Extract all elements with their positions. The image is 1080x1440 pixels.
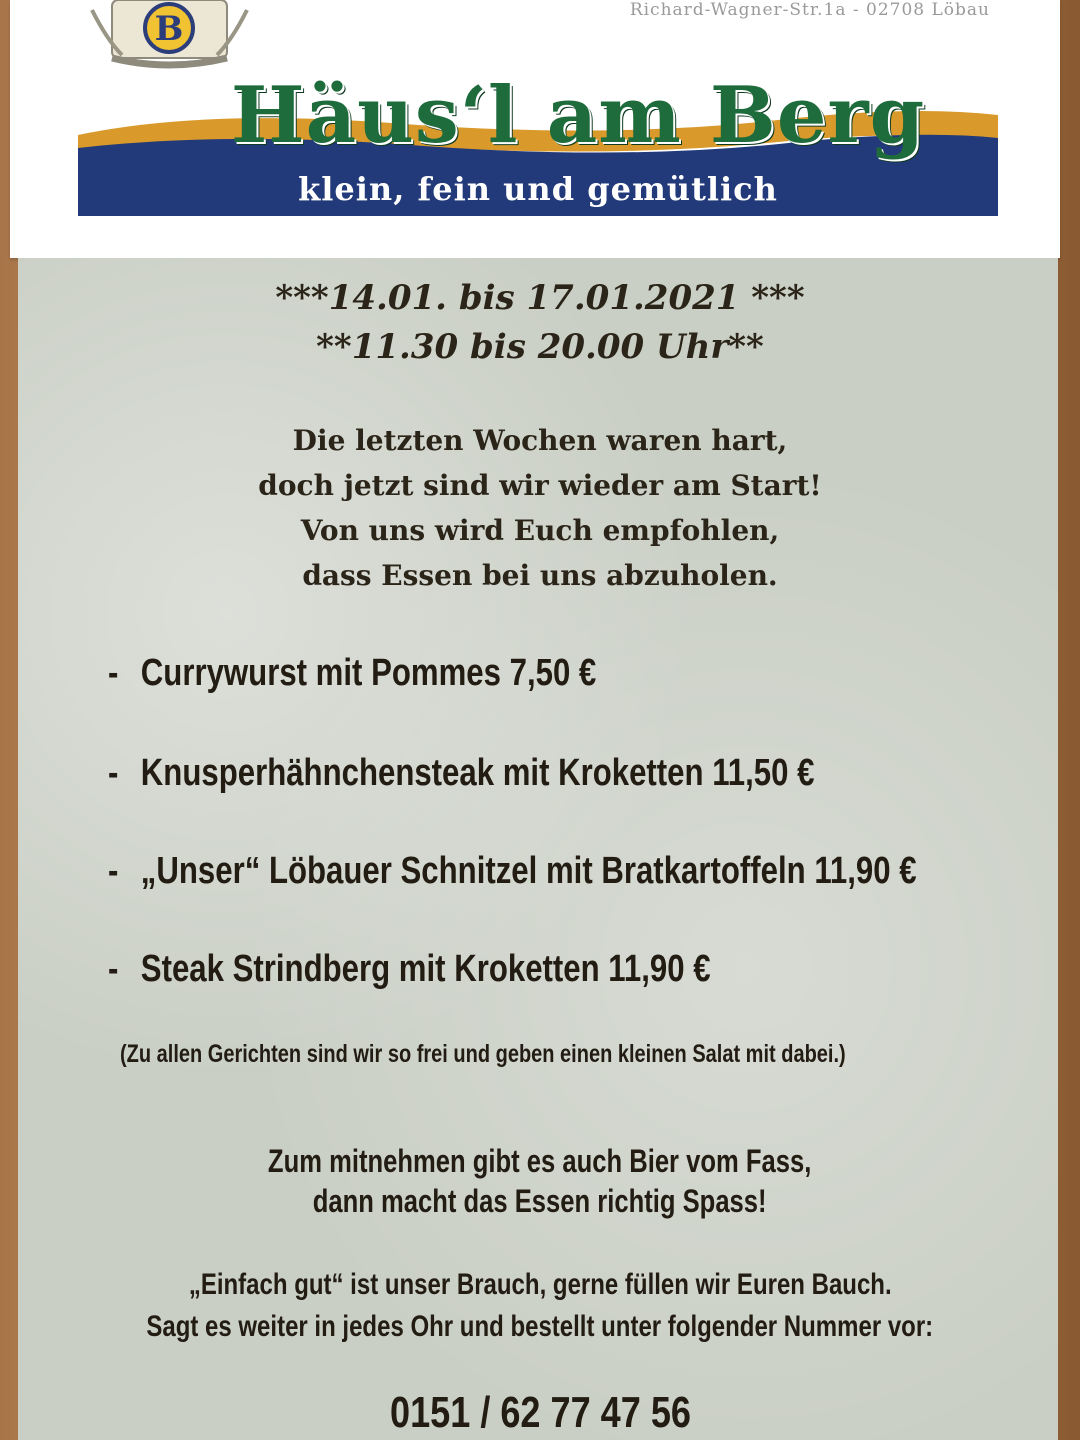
restaurant-name: Häus‘l am Berg [230,70,926,161]
poem-line: dass Essen bei uns abzuholen. [302,559,778,592]
menu-item [108,948,711,991]
closing-line: „Einfach gut“ ist unser Brauch, gerne füllen wir Euren Bauch. [188,1268,892,1301]
list-dash: - [108,652,119,694]
date-range: ***14.01. bis 17.01.2021 *** [275,278,805,318]
menu-item [108,752,814,795]
menu-item [108,850,917,893]
svg-text:B: B [154,9,184,49]
phone-number: 0151 / 62 77 47 56 [389,1388,691,1437]
tagline: klein, fein und gemütlich [298,170,778,208]
poem-line: Von uns wird Euch empfohlen, [300,514,780,547]
list-dash: - [108,752,119,794]
salad-note: (Zu allen Gerichten sind wir so frei und geben einen kleinen Salat mit dabei.) [120,1040,846,1068]
poem-line: doch jetzt sind wir wieder am Start! [258,469,822,502]
menu-item-text: Knusperhähnchensteak mit Kroketten 11,50 € [140,752,815,794]
menu-item-text: Currywurst mit Pommes 7,50 € [140,652,597,694]
address-line: Richard-Wagner-Str.1a - 02708 Löbau [629,0,990,20]
poem-line: Die letzten Wochen waren hart, [292,424,788,457]
list-dash: - [108,948,119,990]
menu-item-text: Steak Strindberg mit Kroketten 11,90 € [140,948,711,990]
brewery-crest-logo [82,0,257,70]
beer-line: dann macht das Essen richtig Spass! [313,1183,767,1219]
menu-item-text: „Unser“ Löbauer Schnitzel mit Bratkartoffeln 11,90 € [140,850,917,892]
closing-line: Sagt es weiter in jedes Ohr und bestellt unter folgender Nummer vor: [146,1310,934,1343]
letterhead [10,0,1060,258]
menu-item [108,652,596,695]
list-dash: - [108,850,119,892]
beer-line: Zum mitnehmen gibt es auch Bier vom Fass, [268,1143,812,1179]
opening-hours: **11.30 bis 20.00 Uhr** [316,327,764,367]
brand-logo [78,70,998,220]
